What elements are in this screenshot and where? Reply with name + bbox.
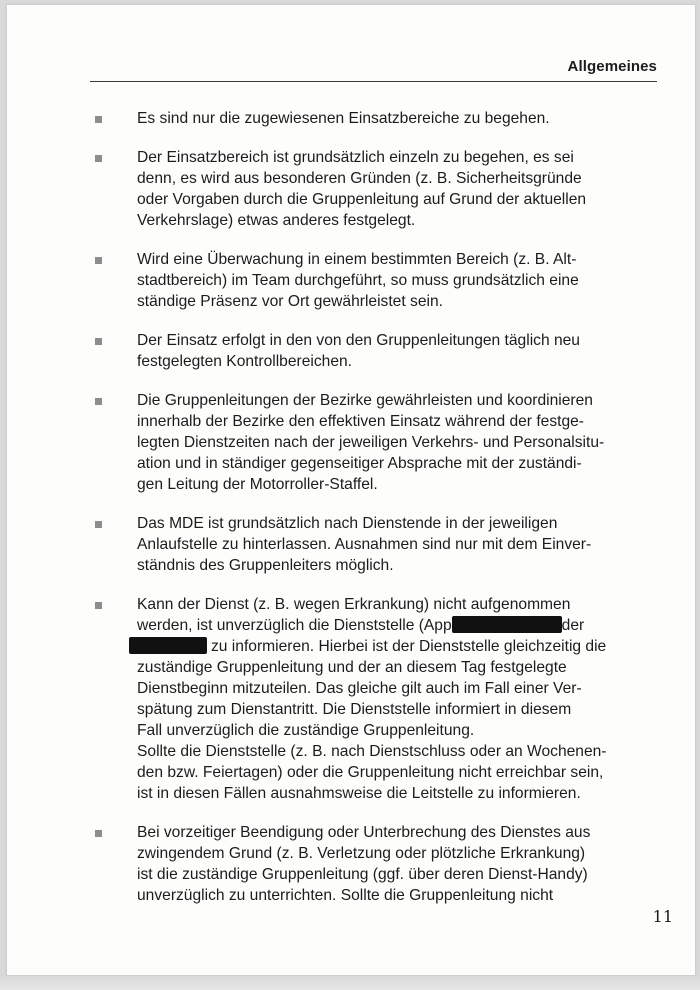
list-item xyxy=(90,822,670,906)
text-line: innerhalb der Bezirke den effektiven Einsatz während der festge- xyxy=(137,413,584,430)
section-title: Allgemeines xyxy=(567,58,657,75)
list-item xyxy=(90,249,670,312)
text-fragment: werden, ist unverzüglich die Dienststelle (App xyxy=(137,617,452,634)
header-divider xyxy=(90,81,657,82)
text-fragment: der xyxy=(561,617,585,634)
list-item xyxy=(90,108,670,129)
text-line: Anlaufstelle zu hinterlassen. Ausnahmen sind nur mit dem Einver- xyxy=(137,536,592,553)
text-line: Wird eine Überwachung in einem bestimmten Bereich (z. B. Alt- xyxy=(137,251,577,268)
text-line: spätung zum Dienstantritt. Die Dienststelle informiert in diesem xyxy=(137,701,572,718)
square-bullet-icon xyxy=(95,338,102,345)
text-line: unverzüglich zu unterrichten. Sollte die Gruppenleitung nicht xyxy=(137,887,554,904)
list-item xyxy=(90,147,670,231)
redaction-block xyxy=(452,616,562,633)
page-number: 11 xyxy=(652,907,673,926)
redaction-block xyxy=(129,637,207,654)
document-page xyxy=(6,4,696,976)
list-item xyxy=(90,330,670,372)
text-line: Kann der Dienst (z. B. wegen Erkrankung) nicht aufgenommen xyxy=(137,596,571,613)
text-line: ation und in ständiger gegenseitiger Absprache mit der zuständi- xyxy=(137,455,582,472)
text-line: Bei vorzeitiger Beendigung oder Unterbrechung des Dienstes aus xyxy=(137,824,591,841)
text-line: ständnis des Gruppenleiters möglich. xyxy=(137,557,394,574)
text-line: Das MDE ist grundsätzlich nach Dienstende in der jeweiligen xyxy=(137,515,558,532)
text-line: zwingendem Grund (z. B. Verletzung oder plötzliche Erkrankung) xyxy=(137,845,586,862)
text-line: stadtbereich) im Team durchgeführt, so muss grundsätzlich eine xyxy=(137,272,579,289)
text-line: ist in diesen Fällen ausnahmsweise die Leitstelle zu informieren. xyxy=(137,785,581,802)
square-bullet-icon xyxy=(95,116,102,123)
text-line: ständige Präsenz vor Ort gewährleistet sein. xyxy=(137,293,443,310)
list-item xyxy=(90,513,670,576)
text-line: Es sind nur die zugewiesenen Einsatzbereiche zu begehen. xyxy=(137,110,550,127)
text-line: den bzw. Feiertagen) oder die Gruppenleitung nicht erreichbar sein, xyxy=(137,764,604,781)
square-bullet-icon xyxy=(95,830,102,837)
square-bullet-icon xyxy=(95,155,102,162)
text-fragment: zu informieren. Hierbei ist der Dienststelle gleichzeitig die xyxy=(211,638,607,655)
square-bullet-icon xyxy=(95,521,102,528)
text-line xyxy=(137,636,670,657)
text-line: Dienstbeginn mitzuteilen. Das gleiche gilt auch im Fall einer Ver- xyxy=(137,680,582,697)
text-line: zuständige Gruppenleitung und der an diesem Tag festgelegte xyxy=(137,659,567,676)
square-bullet-icon xyxy=(95,257,102,264)
rules-list xyxy=(90,108,670,924)
text-line: Die Gruppenleitungen der Bezirke gewährleisten und koordinieren xyxy=(137,392,593,409)
text-line: ist die zuständige Gruppenleitung (ggf. über deren Dienst-Handy) xyxy=(137,866,588,883)
text-line: Der Einsatzbereich ist grundsätzlich einzeln zu begehen, es sei xyxy=(137,149,574,166)
text-line: oder Vorgaben durch die Gruppenleitung auf Grund der aktuellen xyxy=(137,191,587,208)
text-line: Sollte die Dienststelle (z. B. nach Dienstschluss oder an Wochenen- xyxy=(137,743,607,760)
text-line: Fall unverzüglich die zuständige Gruppenleitung. xyxy=(137,722,475,739)
scan-bottom-edge xyxy=(0,976,700,990)
text-line: gen Leitung der Motorroller-Staffel. xyxy=(137,476,378,493)
square-bullet-icon xyxy=(95,602,102,609)
text-line: Der Einsatz erfolgt in den von den Gruppenleitungen täglich neu xyxy=(137,332,580,349)
text-line: Verkehrslage) etwas anderes festgelegt. xyxy=(137,212,416,229)
text-line: legten Dienstzeiten nach der jeweiligen Verkehrs- und Personalsitu- xyxy=(137,434,605,451)
list-item xyxy=(90,390,670,495)
text-line: festgelegten Kontrollbereichen. xyxy=(137,353,352,370)
text-line xyxy=(137,615,670,636)
square-bullet-icon xyxy=(95,398,102,405)
list-item xyxy=(90,594,670,804)
text-line: denn, es wird aus besonderen Gründen (z. B. Sicherheitsgründe xyxy=(137,170,582,187)
